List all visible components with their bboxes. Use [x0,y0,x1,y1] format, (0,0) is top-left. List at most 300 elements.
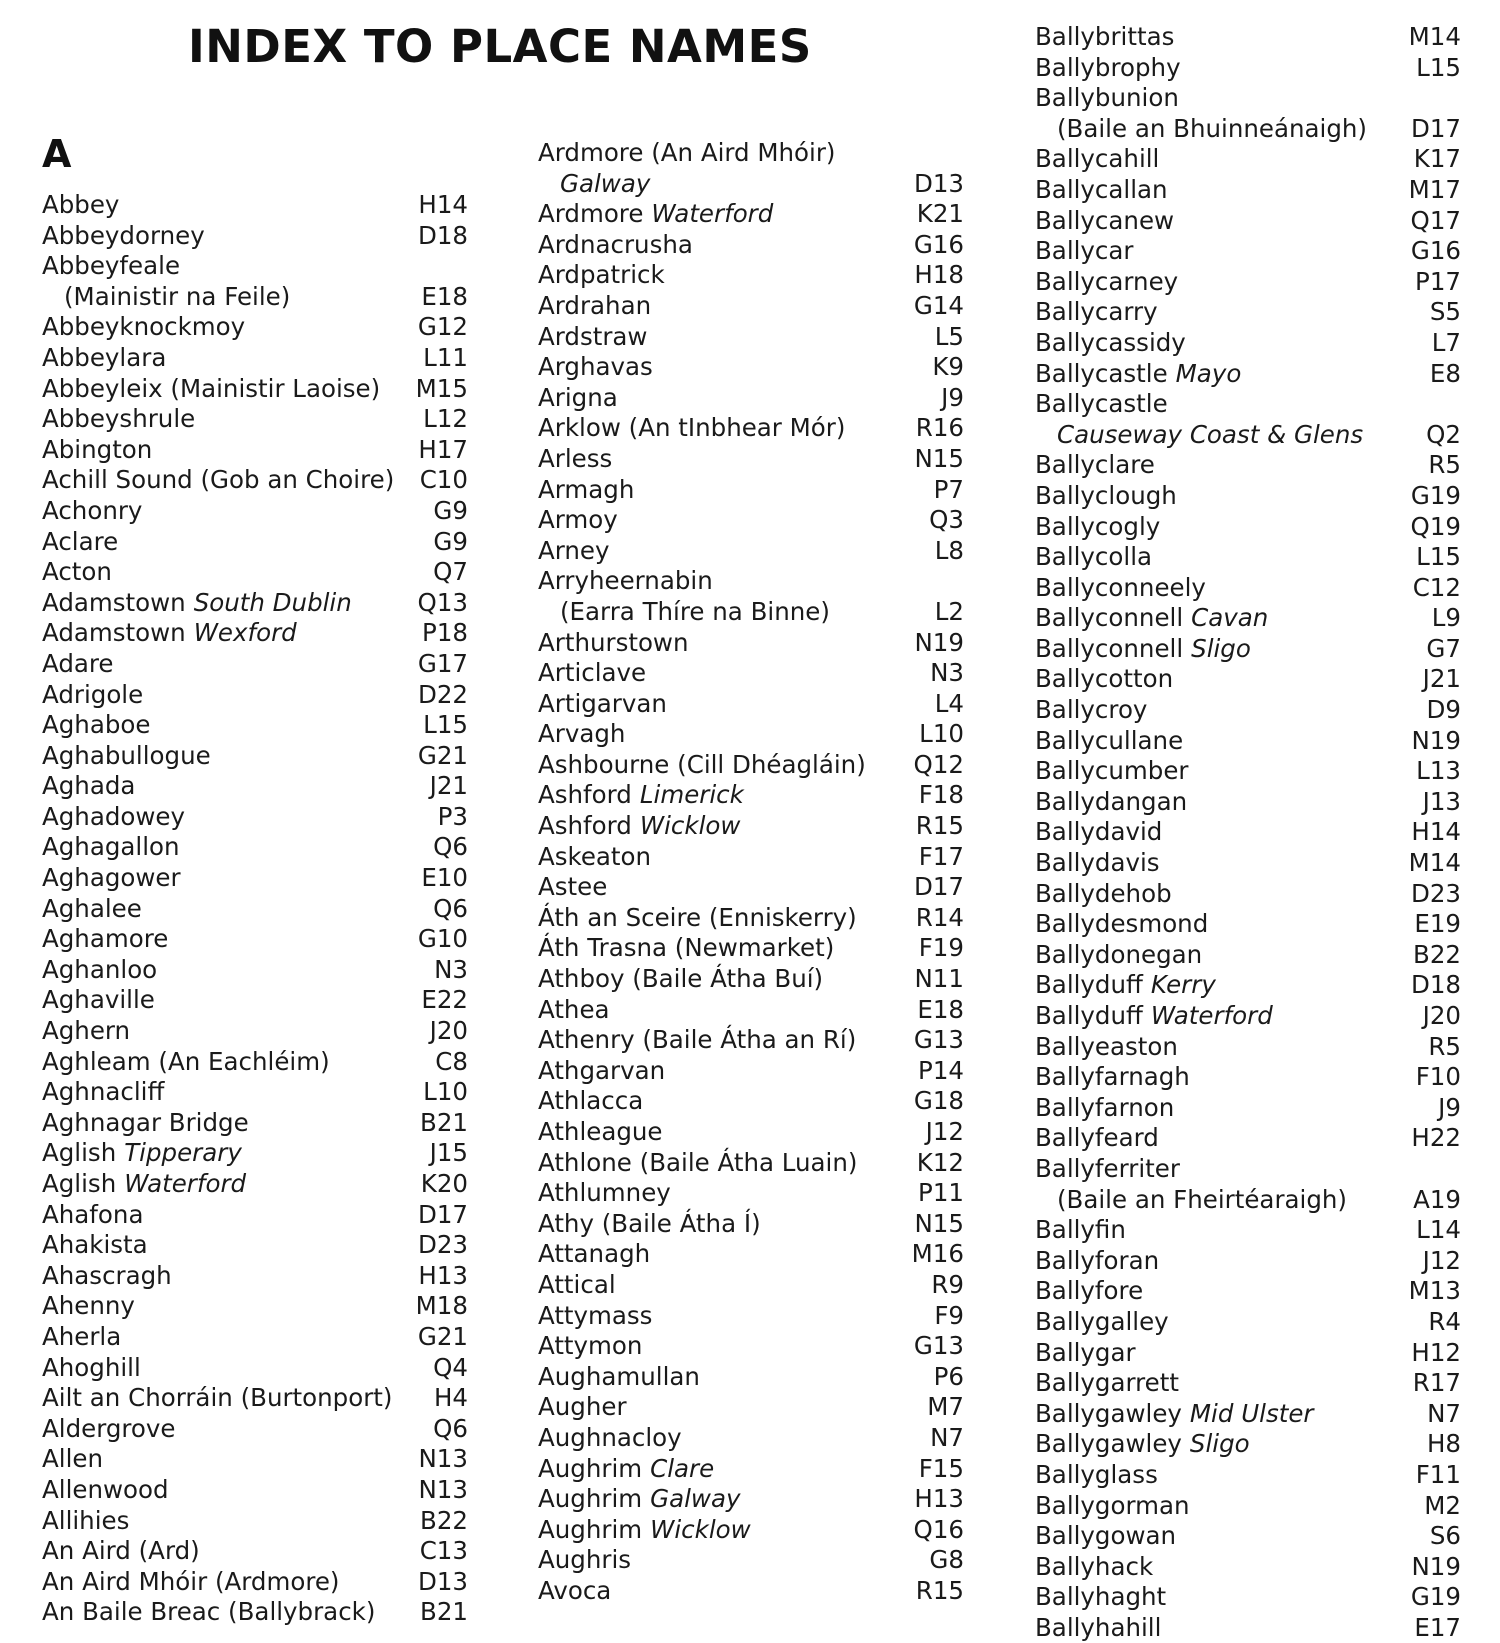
place-name-text: Aglish [42,1169,117,1198]
index-entry [538,719,964,750]
county-label: Wicklow [650,1514,751,1544]
grid-reference: L14 [1416,1215,1461,1245]
place-name [42,1108,249,1139]
index-entry [1035,1429,1461,1460]
place-name [1035,206,1174,237]
place-name-text: Ballyconneely [1035,572,1206,602]
grid-reference: L10 [919,719,964,749]
grid-reference: G17 [417,648,468,678]
place-name-text: Ballycroy [1035,695,1148,725]
place-name [538,444,612,475]
grid-reference: L13 [1416,756,1461,786]
place-name-text: Achonry [42,495,143,525]
place-name [538,658,646,689]
index-entry [42,802,468,833]
place-name-text: Arvagh [538,719,626,749]
place-name [538,352,653,383]
grid-reference: H17 [418,434,468,464]
index-entry [42,221,468,252]
place-name-text: Abbey [42,190,120,219]
index-entry [1035,1154,1461,1185]
grid-reference: G16 [913,229,964,259]
grid-reference: P17 [1415,266,1461,296]
grid-reference: R5 [1428,1031,1461,1061]
grid-reference: E18 [917,994,964,1024]
index-entry [1035,1491,1461,1522]
index-entry [538,1484,964,1515]
place-name-text: Aghada [42,771,136,801]
place-name [538,1270,616,1301]
place-name [42,680,143,711]
county-label: Causeway Coast & Glens [1057,419,1364,449]
place-name-text: Aclare [42,526,119,556]
place-name [42,1353,141,1384]
place-name [1035,695,1147,726]
place-name [1035,1613,1161,1643]
place-name-text: Ballycumber [1035,756,1189,786]
index-entry [538,138,964,169]
place-name [538,872,607,903]
place-name [1035,236,1134,267]
index-entry [42,1444,468,1475]
index-column-3 [1035,22,1461,1643]
index-entry [42,1597,468,1628]
place-name-text: Ardstraw [538,321,648,351]
index-entry [1035,1123,1461,1154]
place-name-text: Ballycullane [1035,725,1184,755]
place-name [42,282,290,313]
place-name [1035,53,1181,84]
index-entry [538,230,964,261]
place-name-text: Aughrim [538,1453,643,1483]
place-name-text: Astee [538,872,608,902]
index-entry [1035,389,1461,420]
grid-reference: H13 [418,1260,468,1290]
place-name [42,1322,121,1353]
grid-reference: N3 [930,658,964,688]
grid-reference: D17 [417,1199,468,1229]
place-name [538,842,651,873]
index-entry [42,190,468,221]
place-name-text: Ballydesmond [1035,909,1209,939]
index-entry [538,597,964,628]
grid-reference: E10 [421,863,468,893]
place-name-text: Arigna [538,382,618,412]
index-entry [1035,144,1461,175]
place-name-text: Ballygawley [1035,1429,1182,1459]
place-name [1035,1215,1126,1246]
place-name [1035,175,1168,206]
place-name [538,1148,857,1179]
place-name [1035,297,1158,328]
index-entry [42,1291,468,1322]
index-entry [1035,481,1461,512]
county-label: Galway [650,1484,741,1514]
index-entry [1035,297,1461,328]
place-name [1035,603,1268,634]
grid-reference: G21 [417,1321,468,1351]
index-entry [42,1475,468,1506]
grid-reference: Q6 [433,1413,468,1443]
place-name [42,1047,330,1078]
index-entry [1035,695,1461,726]
grid-reference: J9 [1438,1092,1461,1122]
grid-reference: B21 [420,1107,468,1137]
place-name-text: Abbeylara [42,342,167,372]
grid-reference: N11 [914,964,964,994]
index-entry [538,1545,964,1576]
index-entry [42,527,468,558]
place-name [42,343,166,374]
grid-reference: G7 [1426,633,1461,663]
place-name [538,1301,652,1332]
grid-reference: E8 [1429,358,1461,388]
index-entry [42,465,468,496]
index-entry [1035,817,1461,848]
grid-reference: J12 [1422,1245,1461,1275]
index-entry [1035,1399,1461,1430]
place-name [42,1077,164,1108]
grid-reference: S6 [1429,1521,1461,1551]
index-entry [1035,1521,1461,1552]
index-entry [1035,1062,1461,1093]
place-name [1035,817,1162,848]
grid-reference: L9 [1431,603,1461,633]
place-name-text: Ardnacrusha [538,229,693,259]
place-name [42,374,380,405]
place-name-text: Ahascragh [42,1260,172,1290]
place-name-text: Ballyfin [1035,1215,1126,1245]
place-name [42,251,180,282]
place-name [538,505,618,536]
index-entry [42,1567,468,1598]
index-entry [538,1148,964,1179]
grid-reference: P7 [933,474,964,504]
index-entry [42,1322,468,1353]
place-name [42,863,181,894]
place-name-text: An Aird (Ard) [42,1536,200,1566]
place-name-text: Articlave [538,658,647,688]
place-name [1035,1307,1169,1338]
grid-reference: G21 [417,740,468,770]
index-entry [1035,236,1461,267]
grid-reference: N19 [1411,1551,1461,1581]
grid-reference: G10 [417,924,468,954]
place-name [42,435,152,466]
place-name [1035,1552,1153,1583]
grid-reference: M15 [415,373,468,403]
grid-reference: C10 [419,465,468,495]
index-entry [538,199,964,230]
place-name-text: Ahenny [42,1291,135,1321]
place-name-text: Aughamullan [538,1361,700,1391]
place-name-text: Aghamore [42,924,169,954]
index-entry [538,536,964,567]
index-entry [42,1108,468,1139]
index-entry [42,251,468,282]
index-entry [1035,114,1461,145]
place-name [1035,1582,1166,1613]
place-name-text: Ahafona [42,1199,144,1229]
index-entry [42,1200,468,1231]
place-name [538,291,651,322]
index-entry [1035,450,1461,481]
place-name [42,832,180,863]
place-name [538,383,618,414]
grid-reference: N7 [930,1422,964,1452]
index-entry [42,894,468,925]
index-entry [1035,1276,1461,1307]
place-name-text: Athenry (Baile Átha an Rí) [538,1025,857,1055]
place-name-text: Ballycallan [1035,174,1168,204]
grid-reference: Q2 [1426,419,1461,449]
place-name-text: Abbeyleix (Mainistir Laoise) [42,373,381,403]
place-name-text: (Mainistir na Feile) [64,281,291,311]
grid-reference: M14 [1408,848,1461,878]
index-entry [538,903,964,934]
place-name-text: Ballygar [1035,1337,1136,1367]
place-name-text: Áth Trasna (Newmarket) [538,933,835,963]
grid-reference: Q17 [1410,205,1461,235]
place-name-text: Aglish [42,1138,117,1168]
index-entry [538,1392,964,1423]
place-name [1035,573,1206,604]
grid-reference: K9 [932,352,964,382]
place-name [538,566,713,597]
place-name-text: Athgarvan [538,1055,666,1085]
index-entry [1035,1368,1461,1399]
place-name-text: Allenwood [42,1474,169,1504]
index-entry [538,1515,964,1546]
grid-reference: F15 [918,1453,964,1483]
place-name [538,536,610,567]
place-name [42,1291,135,1322]
place-name-text: Ardmore (An Aird Mhóir) [538,138,836,167]
place-name [1035,1491,1190,1522]
place-name-text: Arless [538,443,613,473]
index-entry [538,872,964,903]
place-name-text: Aghern [42,1016,131,1046]
index-entry [42,1383,468,1414]
grid-reference: L11 [423,342,468,372]
place-name-text: Ballyduff [1035,970,1143,1000]
index-entry [538,1454,964,1485]
place-name-text: Attical [538,1269,616,1299]
county-label: Wexford [193,618,297,648]
place-name [538,475,634,506]
county-label: Clare [650,1453,715,1483]
place-name-text: Armoy [538,505,618,535]
index-entry [42,1016,468,1047]
place-name [1035,389,1168,420]
place-name [42,802,185,833]
grid-reference: R9 [931,1269,964,1299]
grid-reference: F10 [1415,1062,1461,1092]
place-name [538,964,823,995]
grid-reference: L4 [934,688,964,718]
index-entry [42,496,468,527]
place-name-text: Abbeydorney [42,220,205,250]
index-entry [1035,970,1461,1001]
place-name [538,597,830,628]
place-name [42,741,211,772]
place-name [42,496,142,527]
grid-reference: S5 [1429,297,1461,327]
place-name [42,1597,375,1628]
place-name [42,771,135,802]
index-entry [538,933,964,964]
place-name [1035,1399,1313,1430]
index-entry [42,1353,468,1384]
place-name-text: Ballybunion [1035,83,1179,113]
grid-reference: L7 [1431,327,1461,357]
county-label: Cavan [1191,603,1269,633]
place-name [538,1576,611,1607]
place-name-text: Ballybrophy [1035,52,1181,82]
index-entry [538,260,964,291]
index-entry [42,1536,468,1567]
place-name-text: Aldergrove [42,1413,176,1443]
place-name [1035,1062,1190,1093]
grid-reference: C12 [1412,572,1461,602]
grid-reference: B22 [420,1505,468,1535]
grid-reference: H8 [1426,1429,1461,1459]
index-entry [1035,1246,1461,1277]
grid-reference: J20 [429,1016,468,1046]
place-name [1035,144,1159,175]
grid-reference: L12 [423,404,468,434]
index-column-2 [538,138,964,1607]
place-name [538,1484,740,1515]
place-name [42,618,297,649]
grid-reference: G14 [913,290,964,320]
grid-reference: G13 [913,1025,964,1055]
place-name-text: Ashford [538,780,632,810]
index-entry [1035,1552,1461,1583]
index-entry [538,689,964,720]
place-name-text: Athboy (Baile Átha Buí) [538,964,824,994]
place-name [1035,1001,1273,1032]
county-label: Waterford [1150,1001,1273,1030]
index-entry [42,343,468,374]
place-name-text: Ahakista [42,1230,148,1260]
index-entry [538,1239,964,1270]
place-name-text: Aghabullogue [42,740,211,770]
place-name [42,649,114,680]
place-name [538,1086,643,1117]
grid-reference: N7 [1427,1398,1461,1428]
place-name [1035,1276,1143,1307]
place-name [42,1383,392,1414]
place-name-text: Ballygawley [1035,1398,1182,1428]
place-name [42,1200,143,1231]
place-name-text: Adamstown [42,618,186,648]
place-name-text: Aghnacliff [42,1077,165,1107]
place-name-text: Ballyclough [1035,480,1177,510]
place-name-text: Ballygarrett [1035,1368,1179,1398]
place-name [538,230,693,261]
place-name-text: Allen [42,1444,103,1474]
index-entry [42,710,468,741]
county-label: Galway [560,168,651,198]
place-name [1035,328,1186,359]
grid-reference: M18 [415,1291,468,1321]
place-name-text: Aghagallon [42,832,180,862]
grid-reference: N13 [418,1444,468,1474]
page-title: INDEX TO PLACE NAMES [188,20,812,73]
index-entry [1035,879,1461,910]
place-name [1035,267,1178,298]
index-entry [42,1261,468,1292]
place-name [42,710,150,741]
index-entry [42,680,468,711]
place-name-text: Ballycotton [1035,664,1174,694]
grid-reference: E22 [421,985,468,1015]
grid-reference: N19 [914,627,964,657]
place-name-text: Armagh [538,474,635,504]
grid-reference: Q6 [433,832,468,862]
place-name [538,1454,714,1485]
grid-reference: G9 [433,495,468,525]
place-name [538,903,857,934]
index-entry [538,413,964,444]
place-name [538,780,744,811]
place-name-text: Ballyfore [1035,1276,1144,1306]
index-entry [538,750,964,781]
place-name-text: Ballygowan [1035,1521,1177,1551]
grid-reference: E18 [421,281,468,311]
grid-reference: H13 [914,1484,964,1514]
index-entry [1035,1001,1461,1032]
place-name [538,1331,642,1362]
grid-reference: M2 [1424,1490,1461,1520]
place-name [538,260,665,291]
index-entry [42,955,468,986]
place-name [1035,481,1177,512]
place-name-text: Abington [42,434,153,464]
grid-reference: R15 [915,1575,964,1605]
place-name [538,1056,665,1087]
grid-reference: J15 [429,1138,468,1168]
grid-reference: Q12 [913,749,964,779]
index-entry [538,444,964,475]
place-name-text: Artigarvan [538,688,667,718]
place-name [538,1515,751,1546]
place-name-text: Abbeyshrule [42,404,196,434]
index-entry [538,1025,964,1056]
index-entry [1035,787,1461,818]
index-entry [1035,1613,1461,1643]
place-name [1035,1123,1159,1154]
place-name-text: Ballydavid [1035,817,1163,847]
county-label: Sligo [1191,633,1251,663]
place-name [1035,22,1174,53]
place-name-text: Abbeyknockmoy [42,312,246,342]
place-name-text: Avoca [538,1575,612,1605]
grid-reference: Q7 [433,557,468,587]
grid-reference: J20 [1422,1001,1461,1030]
place-name-text: Ballydavis [1035,848,1160,878]
index-entry [1035,756,1461,787]
index-entry [42,741,468,772]
index-entry [42,771,468,802]
grid-reference: N13 [418,1474,468,1504]
index-entry [1035,328,1461,359]
place-name-text: Arklow (An tInbhear Mór) [538,413,846,443]
place-name-text: Aghaboe [42,710,151,740]
index-entry [1035,1338,1461,1369]
place-name-text: Adrigole [42,679,144,709]
